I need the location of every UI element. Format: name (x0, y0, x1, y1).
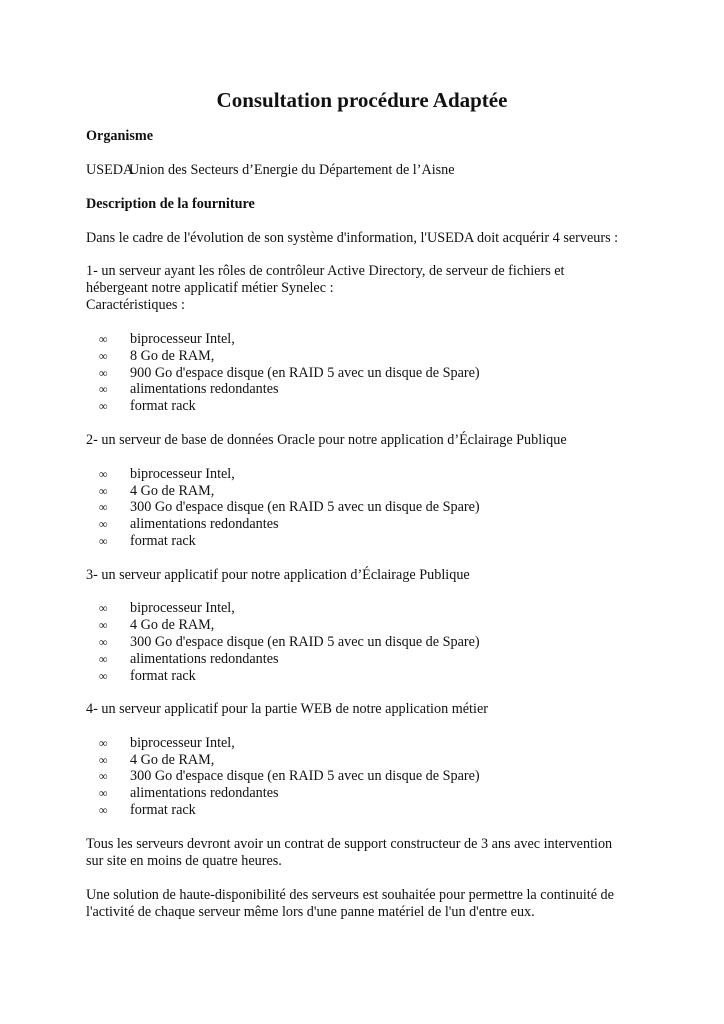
server-3-spec (99, 651, 279, 668)
spec-text: 300 Go d'espace disque (en RAID 5 avec un disque de Spare) (130, 499, 480, 515)
server-4-spec (99, 752, 214, 769)
infinity-bullet-icon: ∞ (99, 803, 108, 817)
support-line-2: sur site en moins de quatre heures. (86, 853, 282, 869)
spec-text: 4 Go de RAM, (130, 752, 215, 768)
infinity-bullet-icon: ∞ (99, 399, 108, 413)
server-1-line-1: 1- un serveur ayant les rôles de contrôleur Active Directory, de serveur de fichiers et (86, 263, 565, 279)
spec-text: 300 Go d'espace disque (en RAID 5 avec un disque de Spare) (130, 768, 480, 784)
spec-text: biprocesseur Intel, (130, 331, 235, 347)
spec-text: alimentations redondantes (130, 381, 279, 397)
server-4-spec (99, 785, 279, 802)
server-4-spec (99, 735, 235, 752)
infinity-bullet-icon: ∞ (99, 786, 108, 800)
spec-text: alimentations redondantes (130, 516, 279, 532)
infinity-bullet-icon: ∞ (99, 769, 108, 783)
server-3-spec (99, 634, 480, 651)
server-1-spec (99, 365, 480, 382)
server-1-spec (99, 348, 214, 365)
infinity-bullet-icon: ∞ (99, 635, 108, 649)
spec-text: format rack (130, 398, 196, 414)
server-3-spec (99, 668, 196, 685)
spec-text: alimentations redondantes (130, 785, 279, 801)
infinity-bullet-icon: ∞ (99, 484, 108, 498)
infinity-bullet-icon: ∞ (99, 366, 108, 380)
server-4-line-1: 4- un serveur applicatif pour la partie WEB de notre application métier (86, 701, 488, 717)
availability-line-1: Une solution de haute-disponibilité des serveurs est souhaitée pour permettre la continuité de (86, 887, 614, 903)
organisme-name: Union des Secteurs d’Energie du Département de l’Aisne (129, 162, 455, 178)
server-2-spec (99, 516, 279, 533)
infinity-bullet-icon: ∞ (99, 753, 108, 767)
spec-text: alimentations redondantes (130, 651, 279, 667)
infinity-bullet-icon: ∞ (99, 500, 108, 514)
server-1-spec (99, 398, 196, 415)
infinity-bullet-icon: ∞ (99, 669, 108, 683)
spec-text: biprocesseur Intel, (130, 600, 235, 616)
infinity-bullet-icon: ∞ (99, 736, 108, 750)
server-4-spec (99, 802, 196, 819)
infinity-bullet-icon: ∞ (99, 382, 108, 396)
server-2-spec (99, 499, 480, 516)
infinity-bullet-icon: ∞ (99, 467, 108, 481)
infinity-bullet-icon: ∞ (99, 517, 108, 531)
server-1-spec (99, 381, 279, 398)
description-intro: Dans le cadre de l'évolution de son système d'information, l'USEDA doit acquérir 4 serveurs : (86, 230, 619, 246)
spec-text: 8 Go de RAM, (130, 348, 215, 364)
server-1-line-3: Caractéristiques : (86, 297, 185, 313)
server-3-spec (99, 600, 235, 617)
organisme-acronym: USEDA (86, 162, 134, 178)
server-2-spec (99, 466, 235, 483)
infinity-bullet-icon: ∞ (99, 652, 108, 666)
organisme-line (86, 162, 455, 179)
server-3-spec (99, 617, 214, 634)
page-title: Consultation procédure Adaptée (216, 88, 508, 112)
description-heading: Description de la fourniture (86, 196, 255, 212)
server-3-line-1: 3- un serveur applicatif pour notre application d’Éclairage Publique (86, 567, 470, 583)
infinity-bullet-icon: ∞ (99, 618, 108, 632)
spec-text: format rack (130, 802, 196, 818)
spec-text: 300 Go d'espace disque (en RAID 5 avec un disque de Spare) (130, 634, 480, 650)
server-4-spec (99, 768, 480, 785)
organisme-heading: Organisme (86, 128, 153, 144)
spec-text: format rack (130, 533, 196, 549)
infinity-bullet-icon: ∞ (99, 332, 108, 346)
spec-text: biprocesseur Intel, (130, 466, 235, 482)
server-2-spec (99, 533, 196, 550)
spec-text: format rack (130, 668, 196, 684)
spec-text: 900 Go d'espace disque (en RAID 5 avec un disque de Spare) (130, 365, 480, 381)
server-2-spec (99, 483, 214, 500)
spec-text: 4 Go de RAM, (130, 483, 215, 499)
spec-text: 4 Go de RAM, (130, 617, 215, 633)
availability-line-2: l'activité de chaque serveur même lors d'une panne matériel de l'un d'entre eux. (86, 904, 535, 920)
server-1-spec (99, 331, 235, 348)
infinity-bullet-icon: ∞ (99, 349, 108, 363)
server-2-line-1: 2- un serveur de base de données Oracle pour notre application d’Éclairage Publique (86, 432, 567, 448)
server-1-line-2: hébergeant notre applicatif métier Synelec : (86, 280, 334, 296)
spec-text: biprocesseur Intel, (130, 735, 235, 751)
infinity-bullet-icon: ∞ (99, 601, 108, 615)
infinity-bullet-icon: ∞ (99, 534, 108, 548)
support-line-1: Tous les serveurs devront avoir un contrat de support constructeur de 3 ans avec intervention (86, 836, 613, 852)
